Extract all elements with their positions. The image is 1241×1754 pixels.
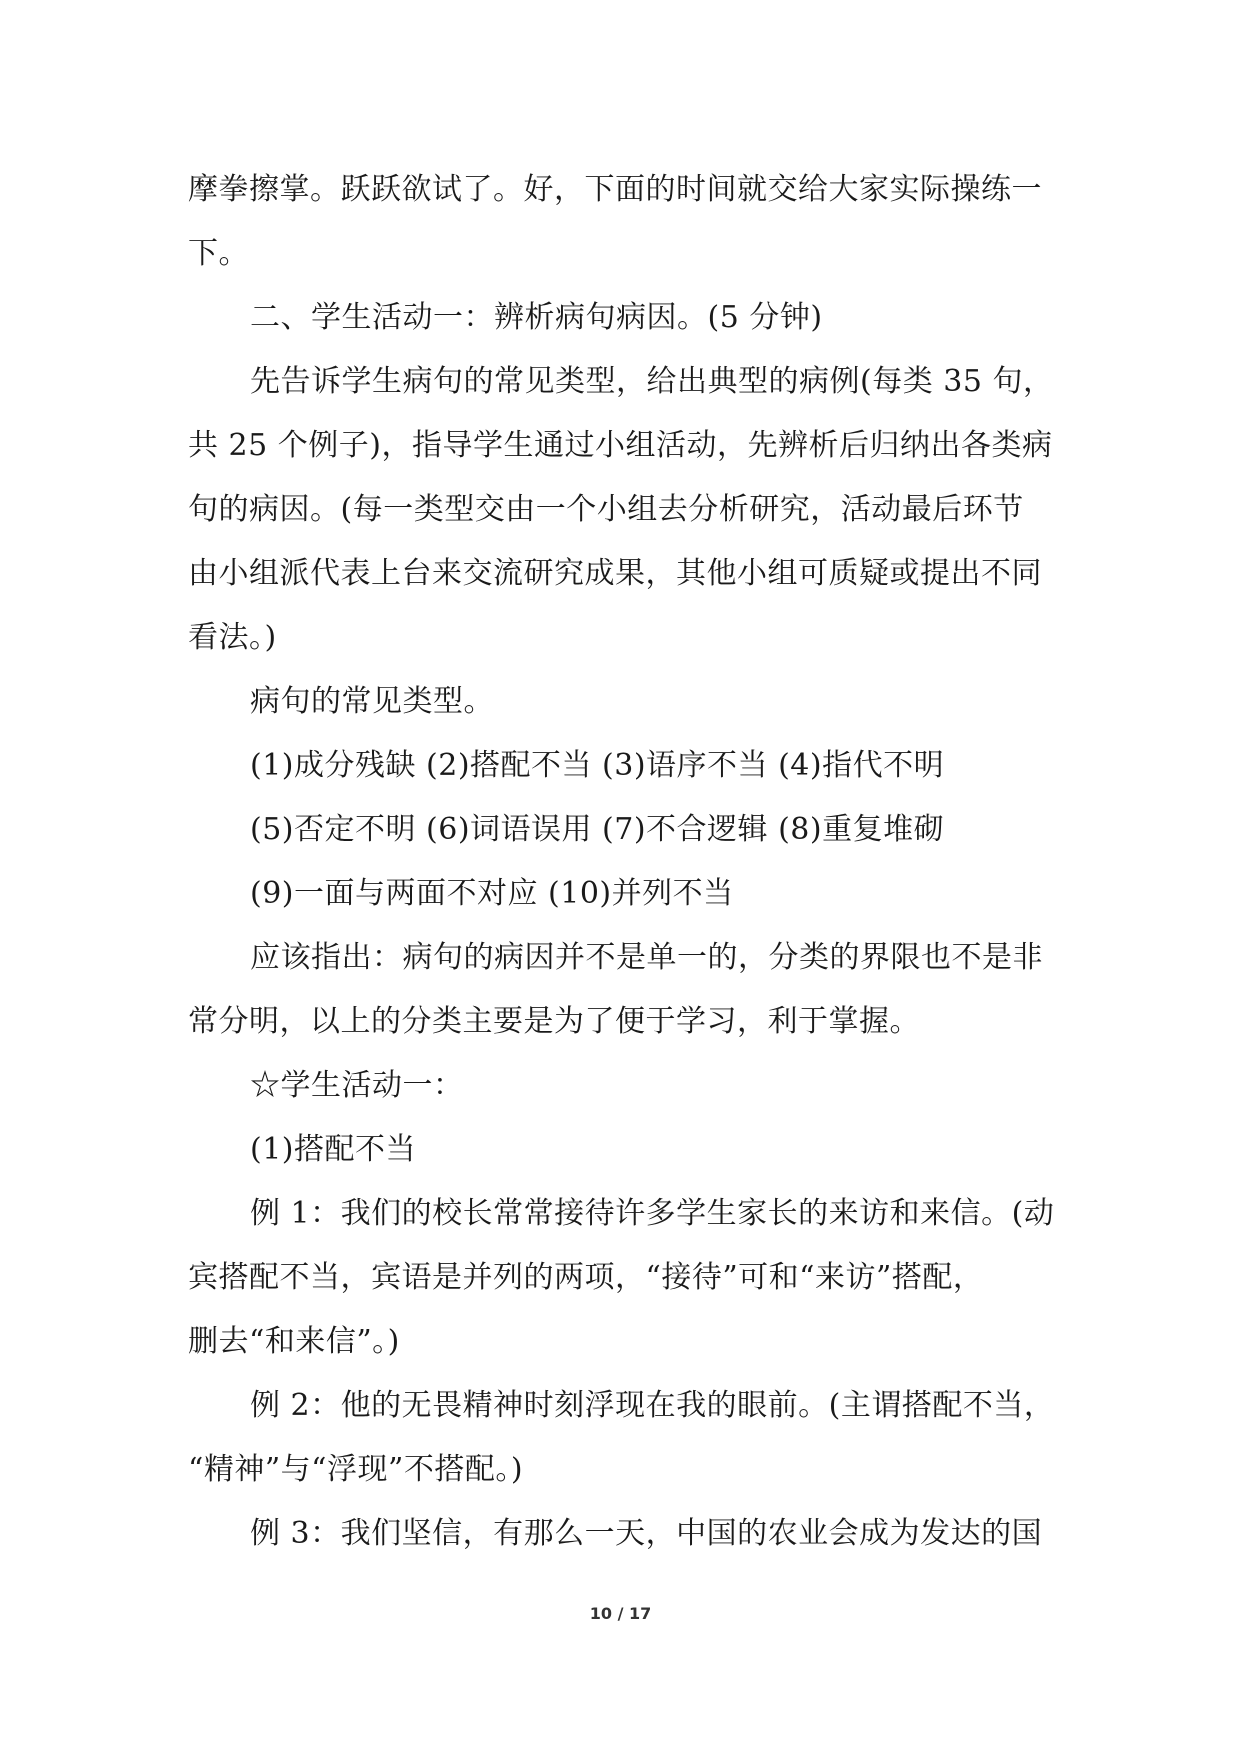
- page-number: 10 / 17: [589, 1604, 652, 1623]
- example-line: 例 1：我们的校长常常接待许多学生家长的来访和来信。(动: [250, 1196, 1055, 1231]
- paragraph-line: 应该指出：病句的病因并不是单一的，分类的界限也不是非: [250, 940, 1043, 975]
- subheading: (1)搭配不当: [250, 1132, 416, 1167]
- paragraph-line: 看法。): [188, 620, 277, 655]
- list-line: (5)否定不明 (6)词语误用 (7)不合逻辑 (8)重复堆砌: [250, 812, 945, 847]
- example-line: 删去“和来信”。): [188, 1324, 400, 1359]
- example-line: 宾搭配不当，宾语是并列的两项，“接待”可和“来访”搭配，: [188, 1260, 984, 1295]
- activity-heading: ☆学生活动一：: [250, 1068, 464, 1103]
- paragraph-line: 病句的常见类型。: [250, 684, 494, 719]
- paragraph-line: 句的病因。(每一类型交由一个小组去分析研究，活动最后环节: [188, 492, 1024, 527]
- example-line: 例 3：我们坚信，有那么一天，中国的农业会成为发达的国: [250, 1516, 1043, 1551]
- paragraph-line: 由小组派代表上台来交流研究成果，其他小组可质疑或提出不同: [188, 556, 1042, 591]
- example-line: “精神”与“浮现”不搭配。): [188, 1452, 524, 1487]
- paragraph-line: 共 25 个例子)，指导学生通过小组活动，先辨析后归纳出各类病: [188, 428, 1053, 463]
- document-body: [188, 158, 1058, 1566]
- section-heading: 二、学生活动一：辨析病句病因。(5 分钟): [250, 300, 823, 335]
- list-line: (9)一面与两面不对应 (10)并列不当: [250, 876, 734, 911]
- paragraph-line: 下。: [188, 236, 249, 271]
- paragraph-line: 摩拳擦掌。跃跃欲试了。好，下面的时间就交给大家实际操练一: [188, 172, 1042, 207]
- list-line: (1)成分残缺 (2)搭配不当 (3)语序不当 (4)指代不明: [250, 748, 945, 783]
- example-line: 例 2：他的无畏精神时刻浮现在我的眼前。(主谓搭配不当，: [250, 1388, 1055, 1423]
- paragraph-line: 先告诉学生病句的常见类型，给出典型的病例(每类 35 句，: [250, 364, 1054, 399]
- paragraph-line: 常分明，以上的分类主要是为了便于学习，利于掌握。: [188, 1004, 920, 1039]
